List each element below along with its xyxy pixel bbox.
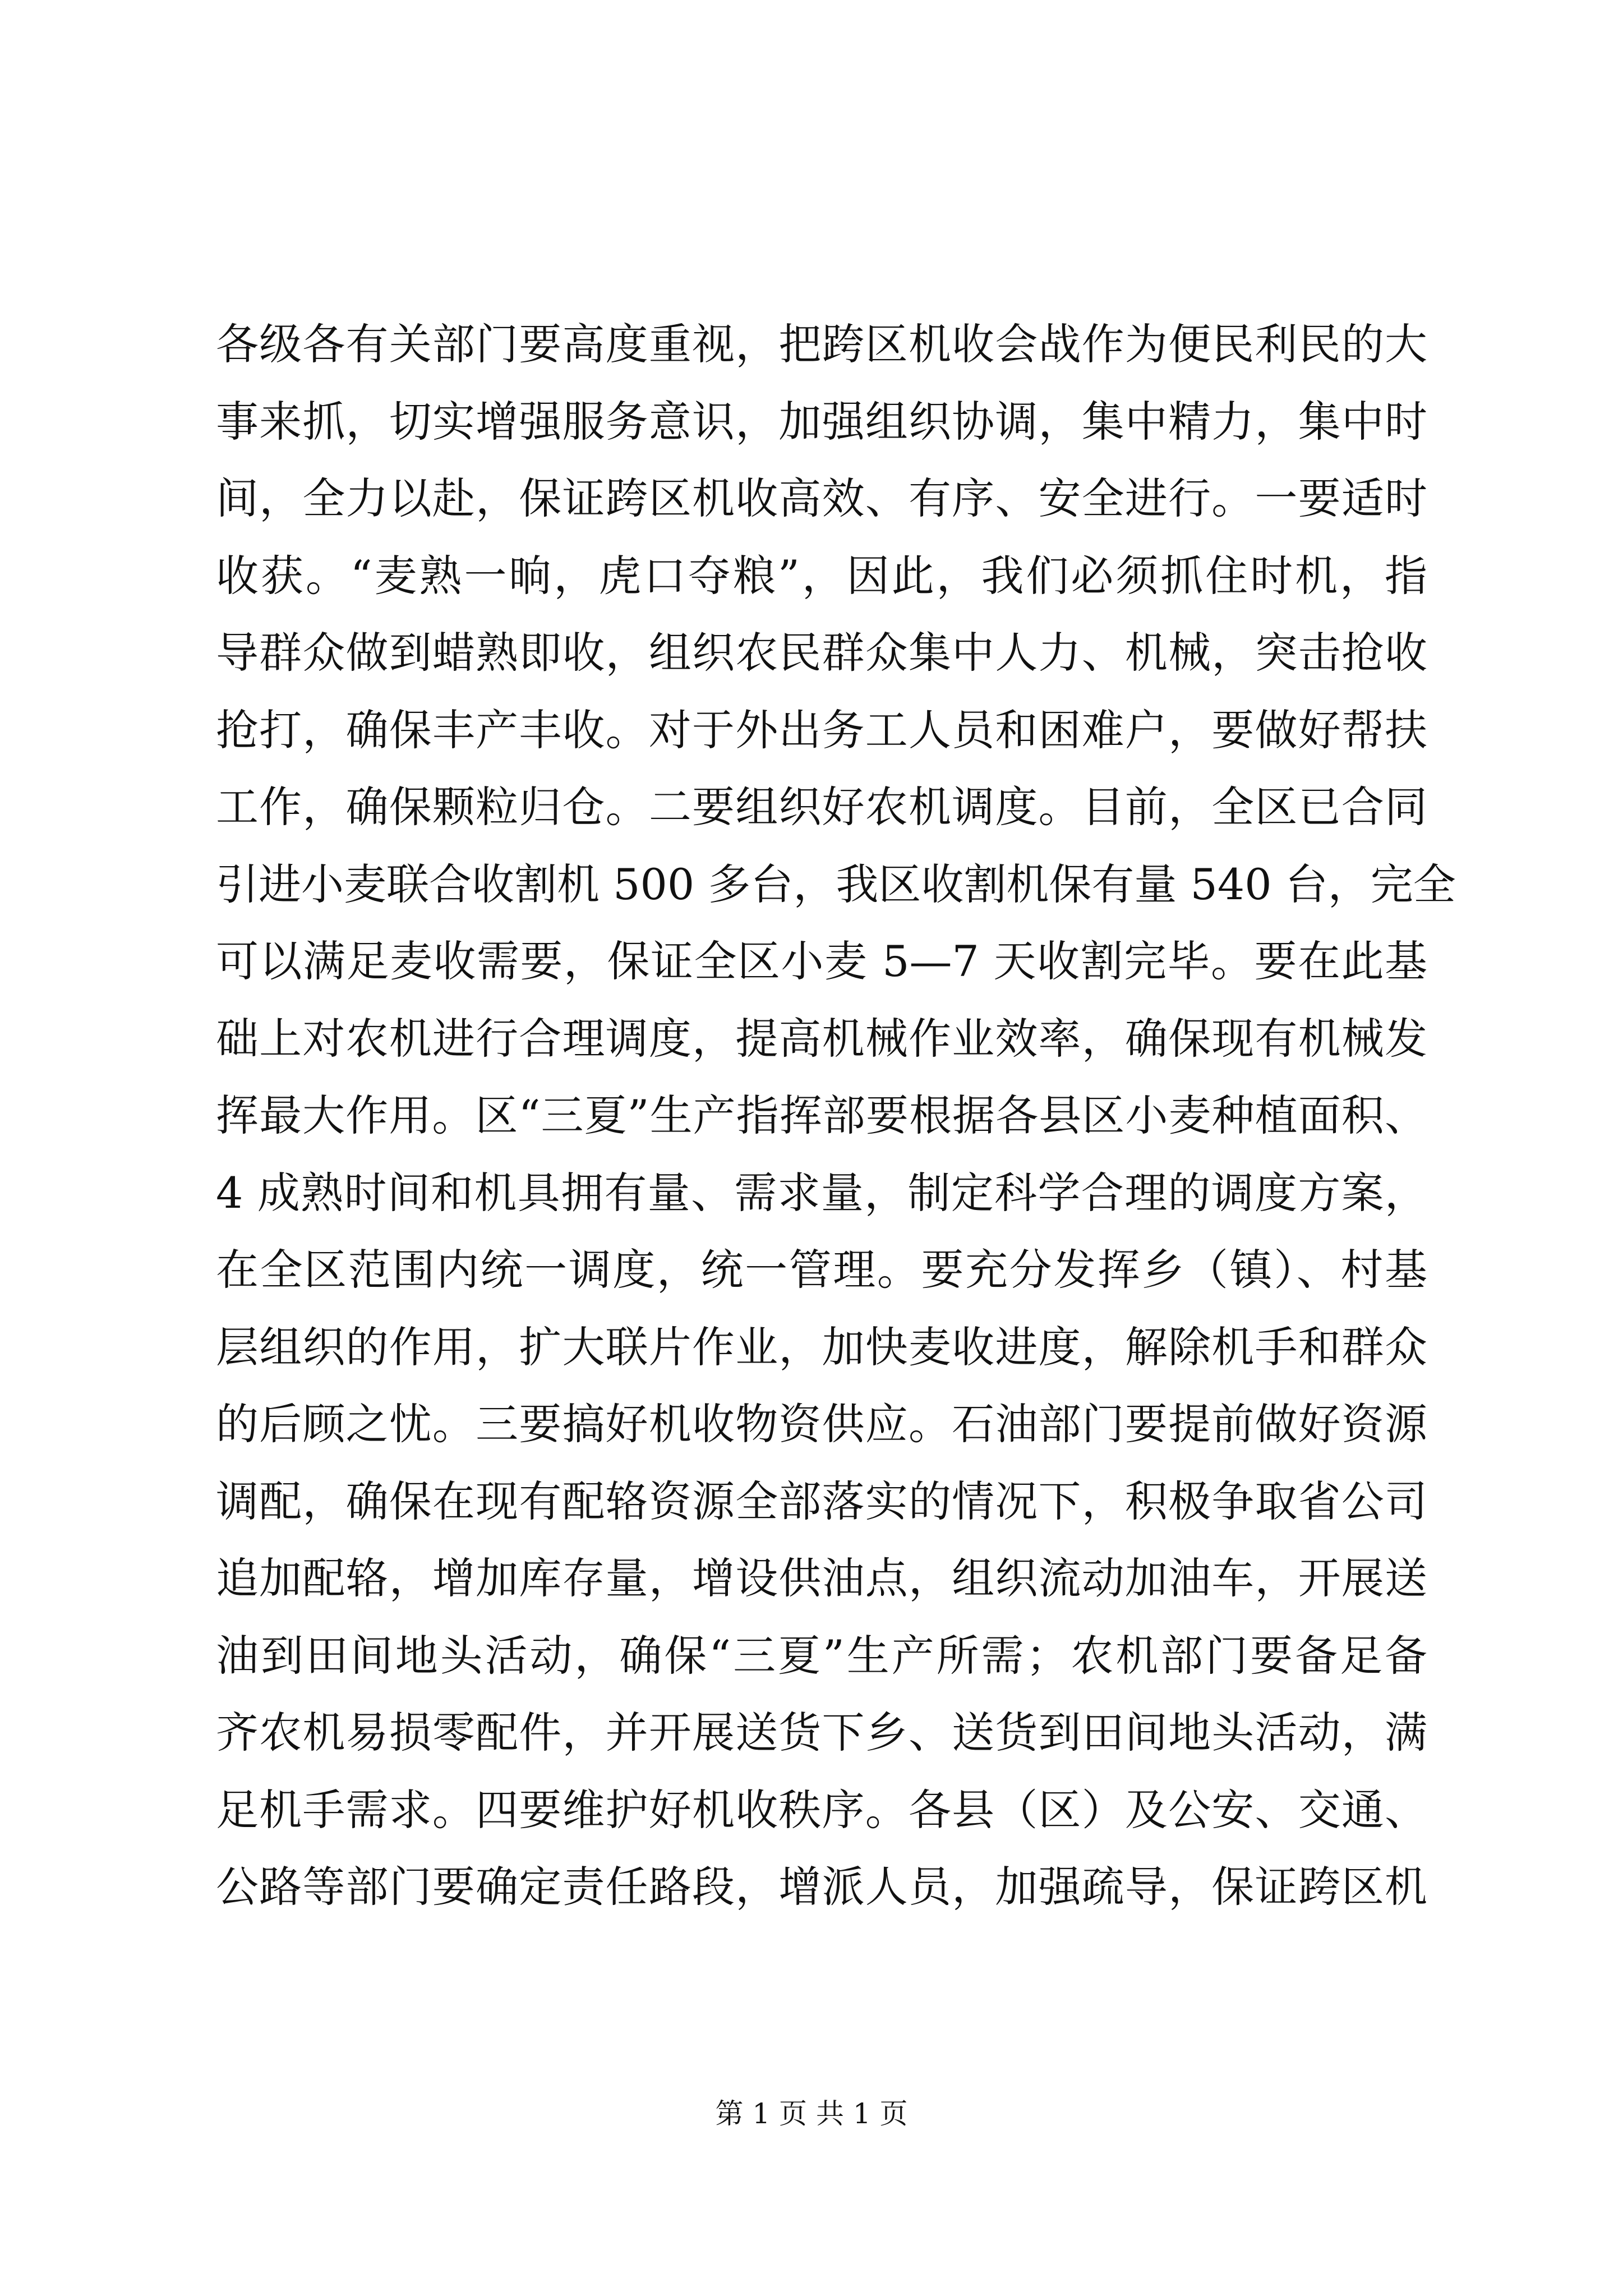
text-line: 抢打，确保丰产丰收。对于外出务工人员和困难户，要做好帮扶 bbox=[216, 705, 1427, 755]
text-line: 层组织的作用，扩大联片作业，加快麦收进度，解除机手和群众 bbox=[216, 1322, 1427, 1372]
text-line: 公路等部门要确定责任路段，增派人员，加强疏导，保证跨区机 bbox=[216, 1862, 1427, 1912]
text-line: 追加配辂，增加库存量，增设供油点，组织流动加油车，开展送 bbox=[216, 1553, 1427, 1603]
text-line: 导群众做到蜡熟即收，组织农民群众集中人力、机械，突击抢收 bbox=[216, 628, 1427, 678]
text-line: 可以满足麦收需要，保证全区小麦 5—7 天收割完毕。要在此基 bbox=[216, 936, 1427, 986]
page-number-label: 第 1 页 共 1 页 bbox=[715, 2097, 908, 2130]
body-paragraph bbox=[216, 306, 1456, 1926]
page-footer bbox=[0, 2097, 1623, 2131]
text-line: 齐农机易损零配件，并开展送货下乡、送货到田间地头活动，满 bbox=[216, 1708, 1427, 1757]
text-line: 足机手需求。四要维护好机收秩序。各县（区）及公安、交通、 bbox=[216, 1784, 1427, 1835]
text-line: 调配，确保在现有配辂资源全部落实的情况下，积极争取省公司 bbox=[216, 1476, 1427, 1526]
text-line: 础上对农机进行合理调度，提高机械作业效率，确保现有机械发 bbox=[216, 1013, 1427, 1064]
text-line: 间，全力以赴，保证跨区机收高效、有序、安全进行。一要适时 bbox=[216, 473, 1427, 523]
text-line: 在全区范围内统一调度，统一管理。要充分发挥乡（镇）、村基 bbox=[216, 1245, 1427, 1295]
text-line: 引进小麦联合收割机 500 多台，我区收割机保有量 540 台，完全 bbox=[216, 859, 1456, 909]
text-line: 4 成熟时间和机具拥有量、需求量，制定科学合理的调度方案， bbox=[216, 1167, 1427, 1218]
text-line: 各级各有关部门要高度重视，把跨区机收会战作为便民利民的大 bbox=[216, 319, 1427, 369]
text-line: 油到田间地头活动，确保“三夏”生产所需；农机部门要备足备 bbox=[216, 1630, 1427, 1681]
text-line: 事来抓，切实增强服务意识，加强组织协调，集中精力，集中时 bbox=[216, 396, 1427, 447]
text-line: 收获。“麦熟一晌，虎口夺粮”，因此，我们必须抓住时机，指 bbox=[216, 550, 1427, 601]
text-line: 的后顾之忧。三要搞好机收物资供应。石油部门要提前做好资源 bbox=[216, 1399, 1427, 1449]
text-line: 工作，确保颗粒归仓。二要组织好农机调度。目前，全区已合同 bbox=[216, 782, 1427, 832]
text-line: 挥最大作用。区“三夏”生产指挥部要根据各县区小麦种植面积、 bbox=[216, 1091, 1427, 1140]
